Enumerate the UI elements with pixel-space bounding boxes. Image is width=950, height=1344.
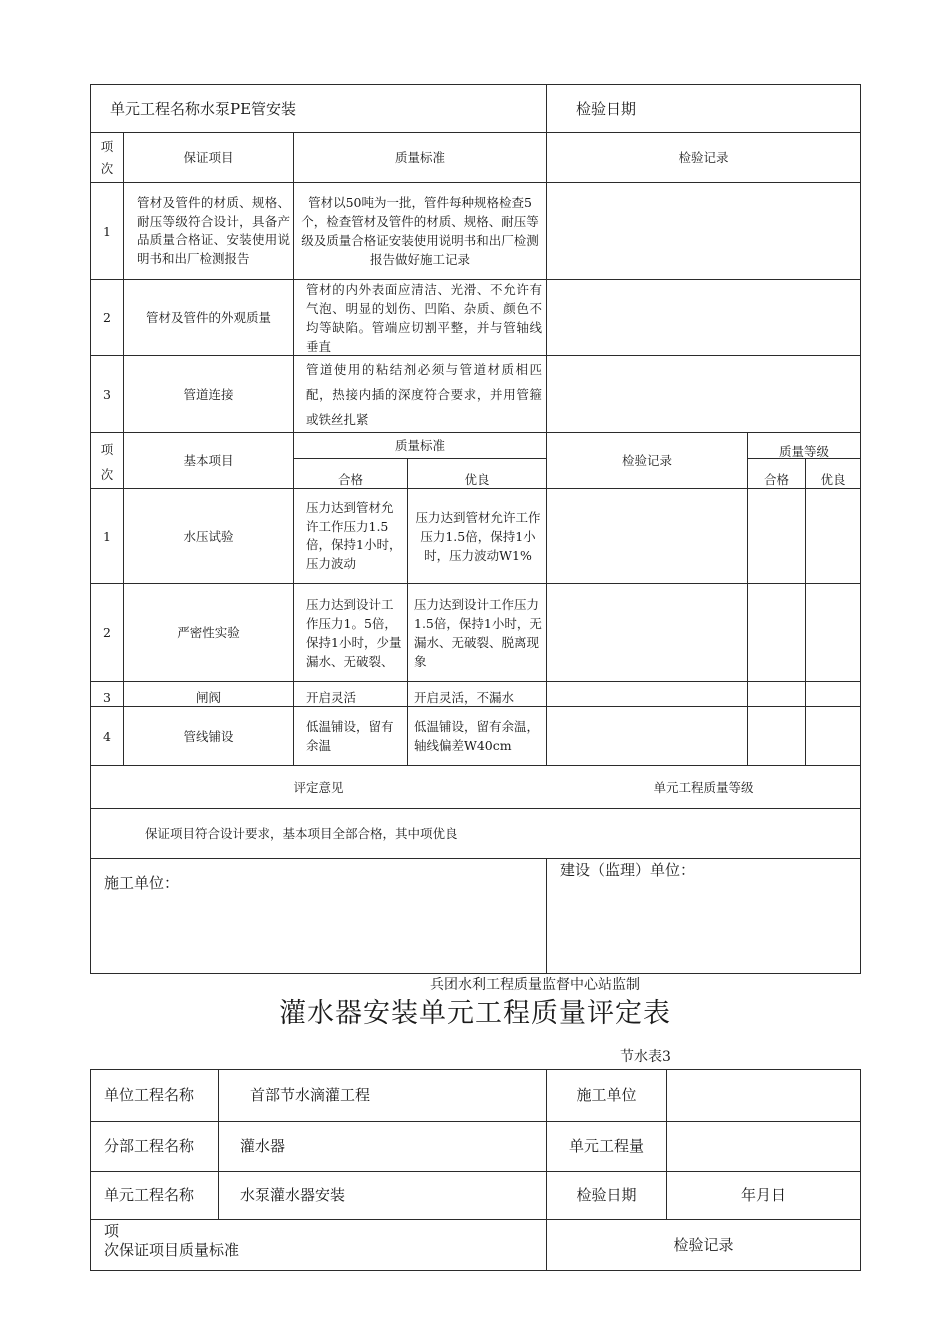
form2-table-no: 节水表3 [620, 1049, 671, 1065]
evaluation-label: 评定意见 [293, 779, 344, 795]
guarantee-row-3-item: 管道连接 [183, 386, 234, 402]
basic-row-2-item: 严密性实验 [177, 625, 240, 640]
basic-header-inspection-record: 检验记录 [621, 453, 672, 468]
unit-quality-grade-label: 单元工程质量等级 [653, 779, 754, 795]
construction-unit-label: 施工单位： [104, 874, 180, 892]
form2-row-1-value: 首部节水滴灌工程 [250, 1086, 371, 1104]
guarantee-row-3-standard: 管道使用的粘结剂必须与管道材质相匹配，热接内插的深度符合要求，并用管箍或铁丝扎紧 [306, 361, 542, 427]
header-inspection-record: 检验记录 [678, 150, 729, 165]
form2-row-1-label: 单位工程名称 [104, 1086, 195, 1104]
form2-header-line1: 项 [104, 1222, 120, 1240]
basic-header-basic-item: 基本项目 [183, 453, 234, 468]
basic-header-grade-pass: 合格 [763, 471, 789, 487]
form2-row-2-value: 灌水器 [240, 1137, 286, 1155]
guarantee-row-2-item: 管材及管件的外观质量 [145, 310, 271, 325]
basic-row-3-item: 闸阀 [195, 689, 221, 705]
form2-row-3-value2: 年月日 [740, 1186, 786, 1204]
basic-header-item-no: 项次 [100, 442, 114, 482]
basic-row-2-no: 2 [103, 625, 111, 640]
basic-row-4-no: 4 [103, 728, 111, 744]
basic-header-quality-standard: 质量标准 [394, 438, 445, 453]
basic-row-2-pass: 压力达到设计工作压力1。5倍，保持1小时，少量漏水、无破裂、 [306, 596, 402, 669]
basic-header-grade-excellent: 优良 [820, 471, 846, 487]
basic-row-1-pass: 压力达到管材允许工作压力1.5倍，保持1小时，压力波动 [306, 500, 402, 571]
basic-header-quality-grade: 质量等级 [778, 443, 829, 459]
guarantee-row-1-no: 1 [103, 223, 111, 239]
header-guarantee-item: 保证项目 [183, 150, 234, 165]
form2-inspection-record: 检验记录 [673, 1235, 734, 1254]
inspection-date-label: 检验日期 [576, 99, 637, 118]
basic-row-1-item: 水压试验 [183, 528, 234, 544]
form2-row-3-label: 单元工程名称 [104, 1186, 195, 1204]
form2-title: 灌水器安装单元工程质量评定表 [279, 998, 671, 1029]
basic-row-1-excellent: 压力达到管材允许工作压力1.5倍，保持1小时，压力波动W1% [415, 509, 541, 563]
basic-row-4-item: 管线铺设 [183, 728, 234, 744]
form2-row-2-value2 [667, 1122, 860, 1171]
guarantee-row-1-standard: 管材以50吨为一批，管件每种规格检查5个，检查管材及管件的材质、规格、耐压等级及质量合格证安装使用说明书和出厂检测报告做好施工记录 [301, 195, 539, 267]
header-item-no: 项次 [100, 139, 114, 176]
header-quality-standard: 质量标准 [394, 150, 445, 165]
guarantee-row-2-standard: 管材的内外表面应清洁、光滑、不允许有气泡、明显的划伤、凹陷、杂质、颜色不均等缺陷。管端应切割平整，并与管轴线垂直 [306, 281, 542, 354]
form2-row-3-value: 水泵灌水器安装 [240, 1186, 346, 1204]
basic-row-1-no: 1 [103, 528, 111, 544]
unit-project-name-label: 单元工程名称水泵PE管安装 [110, 99, 297, 118]
form2-row-1-value2 [667, 1070, 860, 1121]
basic-header-pass: 合格 [337, 471, 363, 487]
guarantee-row-3-no: 3 [103, 386, 111, 402]
basic-row-3-no: 3 [103, 689, 111, 705]
basic-row-3-excellent: 开启灵活，不漏水 [414, 689, 515, 705]
evaluation-text: 保证项目符合设计要求，基本项目全部合格，其中项优良 [145, 826, 458, 841]
guarantee-row-1-item: 管材及管件的材质、规格、耐压等级符合设计，具备产品质量合格证、安装使用说明书和出厂检测报告 [137, 195, 290, 266]
form2-row-3-label2: 检验日期 [576, 1186, 637, 1204]
form2-row-1-label2: 施工单位 [576, 1086, 637, 1104]
form2-row-2-label2: 单元工程量 [568, 1137, 644, 1155]
form2-row-2-label: 分部工程名称 [104, 1137, 195, 1155]
basic-row-2-excellent: 压力达到设计工作压力1.5倍，保持1小时，无漏水、无破裂、脱离现象 [414, 596, 542, 669]
guarantee-row-2-no: 2 [103, 310, 111, 325]
basic-row-3-pass: 开启灵活 [306, 689, 357, 705]
form2-header-line2: 次保证项目质量标准 [104, 1241, 240, 1259]
basic-row-4-pass: 低温铺设，留有余温 [306, 719, 394, 753]
supervision-org: 兵团水利工程质量监督中心站监制 [430, 977, 640, 993]
basic-row-4-excellent: 低温铺设，留有余温，轴线偏差W40cm [414, 719, 540, 753]
basic-header-excellent: 优良 [464, 471, 490, 487]
supervision-unit-label: 建设（监理）单位： [560, 861, 696, 879]
